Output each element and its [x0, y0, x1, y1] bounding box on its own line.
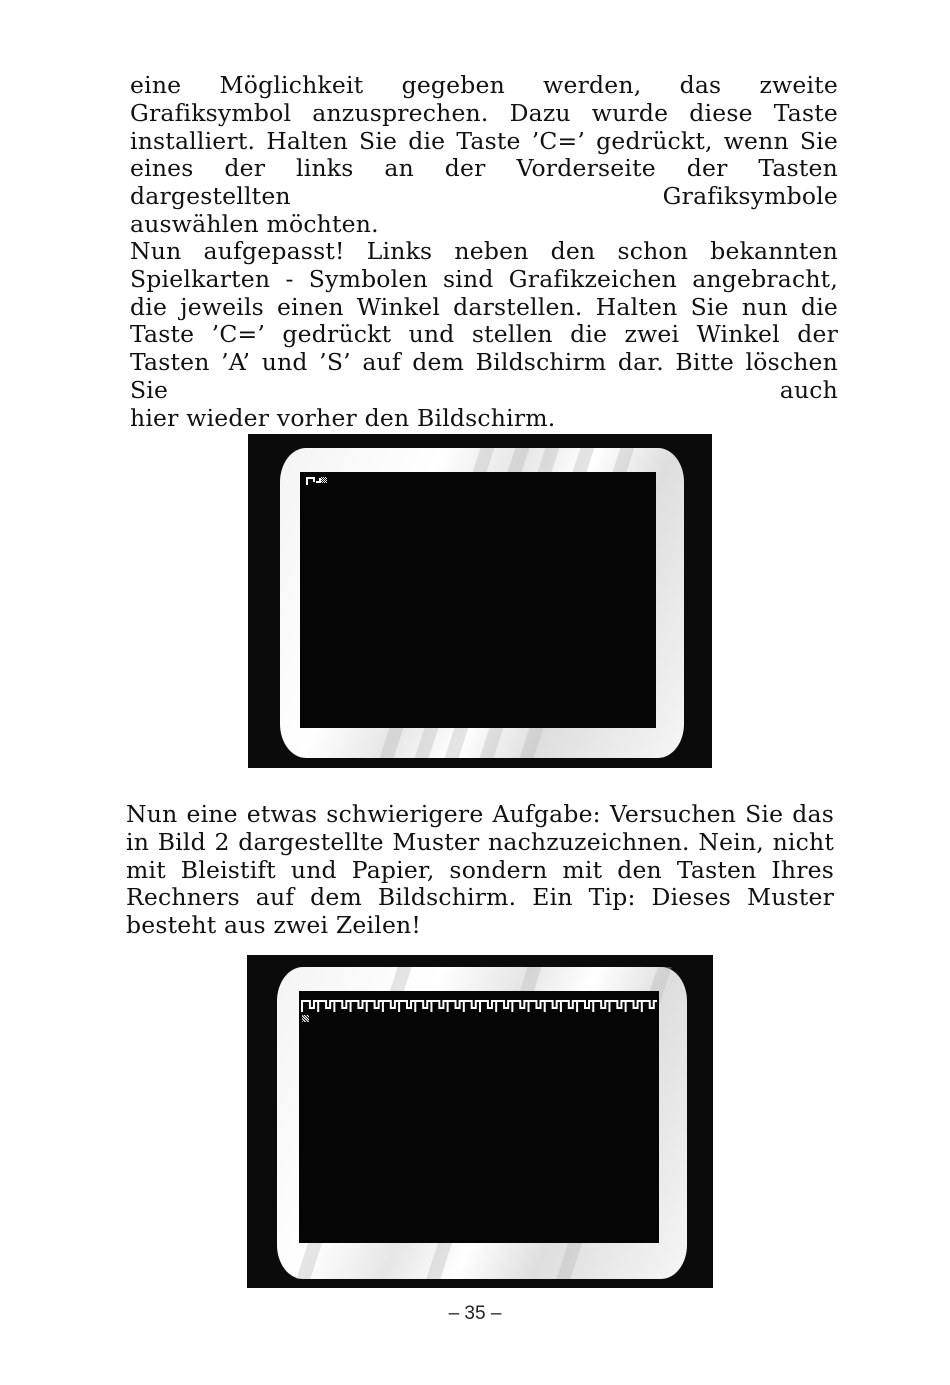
tv-screen [300, 472, 656, 728]
tv-screen-photo-1 [248, 434, 712, 768]
paragraph-line: mit Bleistift und Papier, sondern mit den Tasten Ihres [126, 855, 834, 884]
paragraph-line: Rechners auf dem Bildschirm. Ein Tip: Dieses Muster [126, 883, 834, 912]
paragraph-line: Sie die Taste ’C=’ gedrückt, wenn Sie eines der links an [130, 126, 839, 183]
paragraph-line: eine Möglichkeit gegeben werden, das zweite Grafiksymbol [130, 71, 838, 127]
paragraph-line: und ’S’ auf dem Bildschirm dar. Bitte löschen Sie auch [130, 348, 838, 404]
greek-key-pattern [301, 999, 657, 1013]
winkel-glyphs [306, 476, 330, 486]
paragraph-line: der Vorderseite der Tasten dargestellten Grafiksymbole [130, 154, 838, 211]
paragraph-last-line: auswählen möchten. [130, 209, 379, 238]
paragraph-line: ’C=’ gedrückt und stellen die zwei Winkel der Tasten ’A’ [130, 320, 839, 377]
paragraph-line: jeweils einen Winkel darstellen. Halten Sie nun die Taste [130, 292, 839, 349]
paragraph-line: Spielkarten - Symbolen sind Grafikzeichen angebracht, die [130, 264, 838, 321]
paragraph-line: Nun eine etwas schwierigere Aufgabe: Versuchen Sie das in [126, 800, 834, 856]
paragraph-line: anzusprechen. Dazu wurde diese Taste installiert. Halten [130, 98, 839, 155]
paragraph-last-line: besteht aus zwei Zeilen! [126, 911, 422, 940]
paragraph-2 [130, 238, 838, 433]
tv-screen-photo-2 [247, 955, 713, 1288]
page-number: – 35 – [448, 1303, 502, 1324]
paragraph-line: Bild 2 dargestellte Muster nachzuzeichnen. Nein, nicht [157, 827, 834, 856]
paragraph-line: Nun aufgepasst! Links neben den schon bekannten [130, 237, 838, 265]
cursor-block [302, 1015, 309, 1022]
paragraph-last-line: hier wieder vorher den Bildschirm. [130, 403, 556, 432]
paragraph-1 [130, 72, 838, 239]
tv-screen [299, 991, 659, 1243]
pattern-stroke [302, 1001, 657, 1012]
paragraph-3 [126, 801, 834, 940]
